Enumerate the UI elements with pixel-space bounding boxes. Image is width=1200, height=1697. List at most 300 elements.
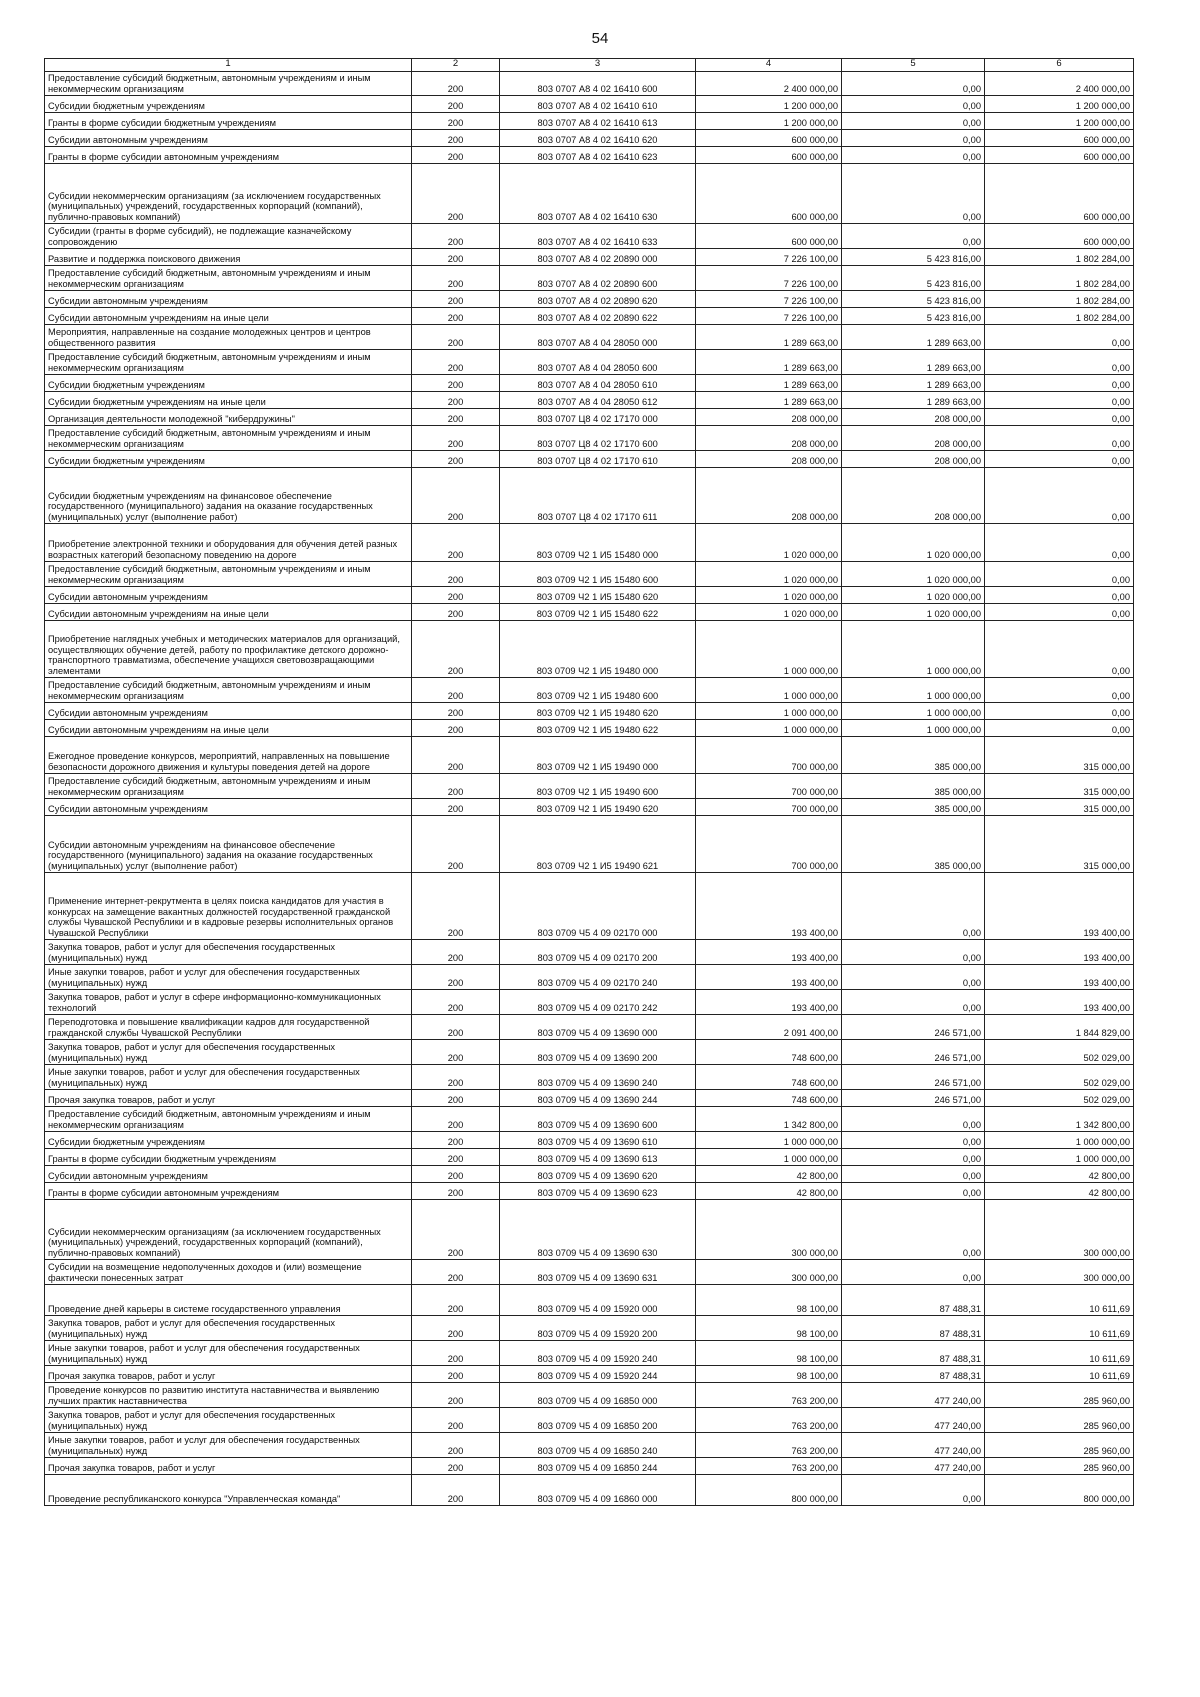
row-classification-cell: 803 0709 Ч5 4 09 02170 240: [500, 965, 696, 990]
row-name-cell: Гранты в форме субсидии бюджетным учреждениям: [45, 113, 412, 130]
row-name-cell: Субсидии бюджетным учреждениям: [45, 1132, 412, 1149]
row-code-cell: 200: [412, 1200, 500, 1260]
table-row: [45, 737, 1134, 774]
table-row: [45, 774, 1134, 799]
row-code-cell: 200: [412, 96, 500, 113]
row-col4-value: 193 400,00: [696, 873, 842, 940]
row-col6-value: 0,00: [985, 524, 1134, 562]
row-col6-value: 1 844 829,00: [985, 1015, 1134, 1040]
row-name-cell: Предоставление субсидий бюджетным, автономным учреждениям и иным некоммерческим организациям: [45, 266, 412, 291]
row-col6-value: 0,00: [985, 426, 1134, 451]
column-header: 1: [45, 59, 412, 72]
row-col5-value: 1 000 000,00: [842, 621, 985, 678]
row-code-cell: 200: [412, 113, 500, 130]
table-row: [45, 1015, 1134, 1040]
row-classification-cell: 803 0709 Ч5 4 09 15920 244: [500, 1366, 696, 1383]
table-row: [45, 1341, 1134, 1366]
row-classification-cell: 803 0709 Ч5 4 09 13690 631: [500, 1260, 696, 1285]
row-name-cell: Предоставление субсидий бюджетным, автономным учреждениям и иным некоммерческим организациям: [45, 774, 412, 799]
row-col6-value: 10 611,69: [985, 1366, 1134, 1383]
table-row: [45, 72, 1134, 96]
row-col6-value: 800 000,00: [985, 1475, 1134, 1506]
table-row: [45, 1475, 1134, 1506]
table-row: [45, 678, 1134, 703]
row-col4-value: 2 091 400,00: [696, 1015, 842, 1040]
row-col4-value: 763 200,00: [696, 1383, 842, 1408]
table-row: [45, 164, 1134, 224]
row-code-cell: 200: [412, 375, 500, 392]
row-col5-value: 477 240,00: [842, 1408, 985, 1433]
row-col5-value: 208 000,00: [842, 426, 985, 451]
row-col5-value: 0,00: [842, 113, 985, 130]
row-col5-value: 385 000,00: [842, 737, 985, 774]
row-classification-cell: 803 0709 Ч5 4 09 15920 240: [500, 1341, 696, 1366]
column-header: 5: [842, 59, 985, 72]
table-row: [45, 524, 1134, 562]
row-col5-value: 0,00: [842, 1166, 985, 1183]
row-col4-value: 1 000 000,00: [696, 1132, 842, 1149]
row-name-cell: Субсидии бюджетным учреждениям на финансовое обеспечение государственного (муниципального) задания на оказание государственных (муниципальных) услуг (выполнение работ): [45, 468, 412, 524]
row-classification-cell: 803 0709 Ч5 4 09 13690 000: [500, 1015, 696, 1040]
row-col6-value: 285 960,00: [985, 1408, 1134, 1433]
table-row: [45, 224, 1134, 249]
row-classification-cell: 803 0709 Ч5 4 09 13690 610: [500, 1132, 696, 1149]
row-classification-cell: 803 0707 А8 4 04 28050 610: [500, 375, 696, 392]
row-col6-value: 193 400,00: [985, 965, 1134, 990]
table-row: [45, 308, 1134, 325]
row-name-cell: Гранты в форме субсидии автономным учреждениям: [45, 1183, 412, 1200]
row-col4-value: 700 000,00: [696, 737, 842, 774]
row-classification-cell: 803 0709 Ч5 4 09 13690 600: [500, 1107, 696, 1132]
row-name-cell: Субсидии на возмещение недополученных доходов и (или) возмещение фактически понесенных затрат: [45, 1260, 412, 1285]
row-col4-value: 193 400,00: [696, 965, 842, 990]
table-row: [45, 147, 1134, 164]
row-col4-value: 748 600,00: [696, 1040, 842, 1065]
row-name-cell: Приобретение наглядных учебных и методических материалов для организаций, осуществляющих обучение детей, работу по профилактике детского дорожно-транспортного травматизма, обеспечение учащихся световозвращающими элементами: [45, 621, 412, 678]
row-classification-cell: 803 0707 А8 4 02 16410 633: [500, 224, 696, 249]
row-col4-value: 2 400 000,00: [696, 72, 842, 96]
row-col6-value: 1 802 284,00: [985, 266, 1134, 291]
row-name-cell: Субсидии некоммерческим организациям (за исключением государственных (муниципальных) учреждений, государственных корпораций (компаний), публично-правовых компаний): [45, 1200, 412, 1260]
table-row: [45, 1090, 1134, 1107]
row-code-cell: 200: [412, 1316, 500, 1341]
row-col6-value: 42 800,00: [985, 1166, 1134, 1183]
row-col6-value: 0,00: [985, 720, 1134, 737]
table-row: [45, 350, 1134, 375]
row-code-cell: 200: [412, 249, 500, 266]
row-code-cell: 200: [412, 1458, 500, 1475]
row-col5-value: 87 488,31: [842, 1285, 985, 1316]
row-code-cell: 200: [412, 816, 500, 873]
table-row: [45, 468, 1134, 524]
row-col4-value: 800 000,00: [696, 1475, 842, 1506]
row-name-cell: Закупка товаров, работ и услуг для обеспечения государственных (муниципальных) нужд: [45, 1316, 412, 1341]
row-name-cell: Субсидии автономным учреждениям на иные цели: [45, 604, 412, 621]
row-col5-value: 0,00: [842, 1475, 985, 1506]
row-classification-cell: 803 0707 А8 4 04 28050 000: [500, 325, 696, 350]
row-code-cell: 200: [412, 1260, 500, 1285]
column-number-row: [45, 59, 1134, 72]
row-classification-cell: 803 0709 Ч2 1 И5 19490 620: [500, 799, 696, 816]
row-name-cell: Мероприятия, направленные на создание молодежных центров и центров общественного развития: [45, 325, 412, 350]
row-name-cell: Субсидии бюджетным учреждениям на иные цели: [45, 392, 412, 409]
row-name-cell: Применение интернет-рекрутмента в целях поиска кандидатов для участия в конкурсах на замещение вакантных должностей государственной гражданской службы Чувашской Республики и в кадровые резервы исполнительных органов Чувашской Республики: [45, 873, 412, 940]
row-col5-value: 246 571,00: [842, 1040, 985, 1065]
table-row: [45, 621, 1134, 678]
row-name-cell: Иные закупки товаров, работ и услуг для обеспечения государственных (муниципальных) нужд: [45, 1433, 412, 1458]
row-col5-value: 1 289 663,00: [842, 325, 985, 350]
row-name-cell: Проведение республиканского конкурса "Управленческая команда": [45, 1475, 412, 1506]
row-col6-value: 1 342 800,00: [985, 1107, 1134, 1132]
row-code-cell: 200: [412, 799, 500, 816]
row-col4-value: 1 020 000,00: [696, 587, 842, 604]
row-col6-value: 315 000,00: [985, 774, 1134, 799]
row-col5-value: 1 020 000,00: [842, 562, 985, 587]
row-code-cell: 200: [412, 1132, 500, 1149]
row-classification-cell: 803 0707 А8 4 02 20890 622: [500, 308, 696, 325]
row-classification-cell: 803 0707 Ц8 4 02 17170 600: [500, 426, 696, 451]
row-classification-cell: 803 0707 А8 4 04 28050 612: [500, 392, 696, 409]
row-classification-cell: 803 0709 Ч5 4 09 13690 613: [500, 1149, 696, 1166]
row-col5-value: 87 488,31: [842, 1366, 985, 1383]
row-name-cell: Субсидии автономным учреждениям: [45, 1166, 412, 1183]
row-col6-value: 600 000,00: [985, 130, 1134, 147]
row-classification-cell: 803 0707 А8 4 02 16410 613: [500, 113, 696, 130]
row-col4-value: 208 000,00: [696, 426, 842, 451]
row-classification-cell: 803 0709 Ч5 4 09 02170 242: [500, 990, 696, 1015]
row-code-cell: 200: [412, 604, 500, 621]
row-col6-value: 600 000,00: [985, 164, 1134, 224]
row-col4-value: 763 200,00: [696, 1408, 842, 1433]
row-col5-value: 0,00: [842, 1149, 985, 1166]
table-row: [45, 451, 1134, 468]
row-col6-value: 10 611,69: [985, 1316, 1134, 1341]
row-code-cell: 200: [412, 451, 500, 468]
table-row: [45, 1383, 1134, 1408]
table-row: [45, 392, 1134, 409]
row-col5-value: 1 000 000,00: [842, 678, 985, 703]
table-row: [45, 426, 1134, 451]
row-col4-value: 193 400,00: [696, 990, 842, 1015]
row-col4-value: 1 000 000,00: [696, 678, 842, 703]
table-row: [45, 1366, 1134, 1383]
row-col4-value: 193 400,00: [696, 940, 842, 965]
row-col6-value: 315 000,00: [985, 816, 1134, 873]
row-col6-value: 285 960,00: [985, 1433, 1134, 1458]
row-name-cell: Прочая закупка товаров, работ и услуг: [45, 1458, 412, 1475]
row-code-cell: 200: [412, 1166, 500, 1183]
row-classification-cell: 803 0707 А8 4 02 20890 620: [500, 291, 696, 308]
row-col4-value: 1 342 800,00: [696, 1107, 842, 1132]
table-row: [45, 1107, 1134, 1132]
row-col5-value: 5 423 816,00: [842, 249, 985, 266]
row-col4-value: 42 800,00: [696, 1183, 842, 1200]
row-col6-value: 1 200 000,00: [985, 96, 1134, 113]
row-code-cell: 200: [412, 621, 500, 678]
row-code-cell: 200: [412, 426, 500, 451]
row-name-cell: Субсидии автономным учреждениям на иные цели: [45, 308, 412, 325]
row-code-cell: 200: [412, 1149, 500, 1166]
row-col5-value: 477 240,00: [842, 1383, 985, 1408]
row-col5-value: 87 488,31: [842, 1316, 985, 1341]
row-code-cell: 200: [412, 1183, 500, 1200]
row-col6-value: 1 802 284,00: [985, 308, 1134, 325]
row-classification-cell: 803 0709 Ч5 4 09 13690 623: [500, 1183, 696, 1200]
row-col4-value: 208 000,00: [696, 409, 842, 426]
row-name-cell: Проведение дней карьеры в системе государственного управления: [45, 1285, 412, 1316]
row-col6-value: 502 029,00: [985, 1090, 1134, 1107]
row-col6-value: 193 400,00: [985, 873, 1134, 940]
row-col6-value: 285 960,00: [985, 1458, 1134, 1475]
row-col4-value: 763 200,00: [696, 1433, 842, 1458]
row-code-cell: 200: [412, 737, 500, 774]
row-col4-value: 1 000 000,00: [696, 703, 842, 720]
row-col6-value: 0,00: [985, 350, 1134, 375]
row-classification-cell: 803 0707 А8 4 02 16410 610: [500, 96, 696, 113]
row-code-cell: 200: [412, 873, 500, 940]
row-code-cell: 200: [412, 291, 500, 308]
row-col4-value: 208 000,00: [696, 451, 842, 468]
row-classification-cell: 803 0707 А8 4 02 16410 620: [500, 130, 696, 147]
row-classification-cell: 803 0709 Ч2 1 И5 15480 622: [500, 604, 696, 621]
table-row: [45, 291, 1134, 308]
row-col6-value: 0,00: [985, 604, 1134, 621]
row-col4-value: 700 000,00: [696, 799, 842, 816]
row-code-cell: 200: [412, 1040, 500, 1065]
row-code-cell: 200: [412, 703, 500, 720]
row-col6-value: 502 029,00: [985, 1065, 1134, 1090]
row-name-cell: Субсидии автономным учреждениям на иные цели: [45, 720, 412, 737]
table-row: [45, 130, 1134, 147]
row-code-cell: 200: [412, 468, 500, 524]
row-classification-cell: 803 0709 Ч5 4 09 02170 200: [500, 940, 696, 965]
row-name-cell: Субсидии (гранты в форме субсидий), не подлежащие казначейскому сопровождению: [45, 224, 412, 249]
row-col6-value: 300 000,00: [985, 1260, 1134, 1285]
row-classification-cell: 803 0707 А8 4 02 20890 600: [500, 266, 696, 291]
row-col4-value: 7 226 100,00: [696, 266, 842, 291]
row-col5-value: 0,00: [842, 1107, 985, 1132]
row-classification-cell: 803 0707 А8 4 02 16410 630: [500, 164, 696, 224]
row-code-cell: 200: [412, 1015, 500, 1040]
row-col6-value: 1 200 000,00: [985, 113, 1134, 130]
row-classification-cell: 803 0709 Ч5 4 09 16850 000: [500, 1383, 696, 1408]
row-name-cell: Субсидии некоммерческим организациям (за исключением государственных (муниципальных) учреждений, государственных корпораций (компаний), публично-правовых компаний): [45, 164, 412, 224]
row-col6-value: 193 400,00: [985, 990, 1134, 1015]
row-name-cell: Иные закупки товаров, работ и услуг для обеспечения государственных (муниципальных) нужд: [45, 1065, 412, 1090]
table-row: [45, 1183, 1134, 1200]
row-name-cell: Закупка товаров, работ и услуг для обеспечения государственных (муниципальных) нужд: [45, 1040, 412, 1065]
row-code-cell: 200: [412, 164, 500, 224]
row-col6-value: 0,00: [985, 375, 1134, 392]
row-col5-value: 1 289 663,00: [842, 350, 985, 375]
row-classification-cell: 803 0707 А8 4 02 20890 000: [500, 249, 696, 266]
row-col5-value: 385 000,00: [842, 816, 985, 873]
table-row: [45, 1408, 1134, 1433]
row-name-cell: Закупка товаров, работ и услуг в сфере информационно-коммуникационных технологий: [45, 990, 412, 1015]
page-number: 54: [591, 30, 609, 47]
row-name-cell: Развитие и поддержка поискового движения: [45, 249, 412, 266]
row-col4-value: 1 289 663,00: [696, 392, 842, 409]
row-col4-value: 1 289 663,00: [696, 325, 842, 350]
row-col4-value: 208 000,00: [696, 468, 842, 524]
row-code-cell: 200: [412, 325, 500, 350]
row-col6-value: 0,00: [985, 325, 1134, 350]
row-col4-value: 300 000,00: [696, 1260, 842, 1285]
row-classification-cell: 803 0709 Ч2 1 И5 15480 620: [500, 587, 696, 604]
row-col5-value: 1 000 000,00: [842, 703, 985, 720]
table-row: [45, 409, 1134, 426]
row-col4-value: 748 600,00: [696, 1065, 842, 1090]
row-code-cell: 200: [412, 1408, 500, 1433]
row-col5-value: 0,00: [842, 1260, 985, 1285]
table-row: [45, 1149, 1134, 1166]
row-col5-value: 1 289 663,00: [842, 375, 985, 392]
table-row: [45, 96, 1134, 113]
row-code-cell: 200: [412, 266, 500, 291]
table-row: [45, 604, 1134, 621]
row-col6-value: 0,00: [985, 409, 1134, 426]
row-name-cell: Организация деятельности молодежной "кибердружины": [45, 409, 412, 426]
row-name-cell: Закупка товаров, работ и услуг для обеспечения государственных (муниципальных) нужд: [45, 940, 412, 965]
row-code-cell: 200: [412, 720, 500, 737]
row-name-cell: Предоставление субсидий бюджетным, автономным учреждениям и иным некоммерческим организациям: [45, 1107, 412, 1132]
row-code-cell: 200: [412, 940, 500, 965]
table-row: [45, 266, 1134, 291]
table-row: [45, 1316, 1134, 1341]
row-col6-value: 285 960,00: [985, 1383, 1134, 1408]
table-row: [45, 325, 1134, 350]
table-row: [45, 1285, 1134, 1316]
row-col5-value: 477 240,00: [842, 1458, 985, 1475]
row-col5-value: 0,00: [842, 72, 985, 96]
row-col4-value: 1 289 663,00: [696, 375, 842, 392]
table-row: [45, 703, 1134, 720]
table-row: [45, 562, 1134, 587]
row-col5-value: 5 423 816,00: [842, 291, 985, 308]
row-code-cell: 200: [412, 1090, 500, 1107]
row-col6-value: 42 800,00: [985, 1183, 1134, 1200]
row-col4-value: 98 100,00: [696, 1341, 842, 1366]
table-row: [45, 940, 1134, 965]
row-code-cell: 200: [412, 678, 500, 703]
row-col5-value: 1 020 000,00: [842, 524, 985, 562]
row-name-cell: Иные закупки товаров, работ и услуг для обеспечения государственных (муниципальных) нужд: [45, 1341, 412, 1366]
column-header: 6: [985, 59, 1134, 72]
row-col5-value: 0,00: [842, 873, 985, 940]
table-row: [45, 873, 1134, 940]
row-col4-value: 1 200 000,00: [696, 96, 842, 113]
row-code-cell: 200: [412, 1341, 500, 1366]
table-row: [45, 249, 1134, 266]
row-col4-value: 600 000,00: [696, 164, 842, 224]
table-row: [45, 1040, 1134, 1065]
row-name-cell: Прочая закупка товаров, работ и услуг: [45, 1366, 412, 1383]
row-code-cell: 200: [412, 1285, 500, 1316]
row-classification-cell: 803 0709 Ч2 1 И5 19480 600: [500, 678, 696, 703]
row-classification-cell: 803 0709 Ч5 4 09 13690 200: [500, 1040, 696, 1065]
row-col4-value: 42 800,00: [696, 1166, 842, 1183]
row-col5-value: 87 488,31: [842, 1341, 985, 1366]
row-name-cell: Субсидии автономным учреждениям на финансовое обеспечение государственного (муниципального) задания на оказание государственных (муниципальных) услуг (выполнение работ): [45, 816, 412, 873]
row-col5-value: 477 240,00: [842, 1433, 985, 1458]
row-col4-value: 7 226 100,00: [696, 308, 842, 325]
row-name-cell: Закупка товаров, работ и услуг для обеспечения государственных (муниципальных) нужд: [45, 1408, 412, 1433]
row-col4-value: 763 200,00: [696, 1458, 842, 1475]
row-col6-value: 1 000 000,00: [985, 1132, 1134, 1149]
row-name-cell: Гранты в форме субсидии бюджетным учреждениям: [45, 1149, 412, 1166]
row-col6-value: 0,00: [985, 587, 1134, 604]
row-classification-cell: 803 0709 Ч2 1 И5 19490 600: [500, 774, 696, 799]
row-col6-value: 0,00: [985, 678, 1134, 703]
row-name-cell: Прочая закупка товаров, работ и услуг: [45, 1090, 412, 1107]
row-code-cell: 200: [412, 990, 500, 1015]
row-code-cell: 200: [412, 147, 500, 164]
row-col4-value: 1 020 000,00: [696, 604, 842, 621]
row-col5-value: 0,00: [842, 224, 985, 249]
row-col4-value: 98 100,00: [696, 1285, 842, 1316]
row-col4-value: 300 000,00: [696, 1200, 842, 1260]
row-col5-value: 5 423 816,00: [842, 266, 985, 291]
row-col4-value: 1 000 000,00: [696, 720, 842, 737]
row-col4-value: 98 100,00: [696, 1366, 842, 1383]
row-col5-value: 0,00: [842, 1183, 985, 1200]
row-col5-value: 1 020 000,00: [842, 604, 985, 621]
row-name-cell: Субсидии автономным учреждениям: [45, 587, 412, 604]
row-name-cell: Субсидии бюджетным учреждениям: [45, 375, 412, 392]
row-name-cell: Иные закупки товаров, работ и услуг для обеспечения государственных (муниципальных) нужд: [45, 965, 412, 990]
row-col5-value: 1 289 663,00: [842, 392, 985, 409]
table-row: [45, 587, 1134, 604]
row-classification-cell: 803 0709 Ч2 1 И5 19490 000: [500, 737, 696, 774]
table-row: [45, 113, 1134, 130]
row-col5-value: 0,00: [842, 965, 985, 990]
row-code-cell: 200: [412, 1475, 500, 1506]
row-classification-cell: 803 0709 Ч5 4 09 13690 620: [500, 1166, 696, 1183]
row-col6-value: 502 029,00: [985, 1040, 1134, 1065]
row-classification-cell: 803 0709 Ч5 4 09 02170 000: [500, 873, 696, 940]
row-code-cell: 200: [412, 1383, 500, 1408]
row-code-cell: 200: [412, 1065, 500, 1090]
table-row: [45, 375, 1134, 392]
table-row: [45, 720, 1134, 737]
row-classification-cell: 803 0709 Ч2 1 И5 19480 622: [500, 720, 696, 737]
row-col4-value: 600 000,00: [696, 130, 842, 147]
row-classification-cell: 803 0709 Ч5 4 09 15920 200: [500, 1316, 696, 1341]
row-classification-cell: 803 0707 Ц8 4 02 17170 610: [500, 451, 696, 468]
row-code-cell: 200: [412, 965, 500, 990]
row-classification-cell: 803 0707 А8 4 04 28050 600: [500, 350, 696, 375]
row-col4-value: 1 000 000,00: [696, 621, 842, 678]
row-col4-value: 1 020 000,00: [696, 524, 842, 562]
row-col5-value: 208 000,00: [842, 409, 985, 426]
row-col5-value: 0,00: [842, 96, 985, 113]
row-name-cell: Субсидии автономным учреждениям: [45, 130, 412, 147]
row-classification-cell: 803 0709 Ч5 4 09 16850 244: [500, 1458, 696, 1475]
row-code-cell: 200: [412, 774, 500, 799]
row-col5-value: 0,00: [842, 147, 985, 164]
row-classification-cell: 803 0709 Ч2 1 И5 19480 000: [500, 621, 696, 678]
row-col6-value: 1 000 000,00: [985, 1149, 1134, 1166]
row-code-cell: 200: [412, 587, 500, 604]
table-row: [45, 1166, 1134, 1183]
row-classification-cell: 803 0709 Ч2 1 И5 15480 000: [500, 524, 696, 562]
row-col5-value: 5 423 816,00: [842, 308, 985, 325]
row-col5-value: 246 571,00: [842, 1065, 985, 1090]
row-col5-value: 1 020 000,00: [842, 587, 985, 604]
row-col5-value: 0,00: [842, 940, 985, 965]
table-row: [45, 1433, 1134, 1458]
row-name-cell: Предоставление субсидий бюджетным, автономным учреждениям и иным некоммерческим организациям: [45, 350, 412, 375]
